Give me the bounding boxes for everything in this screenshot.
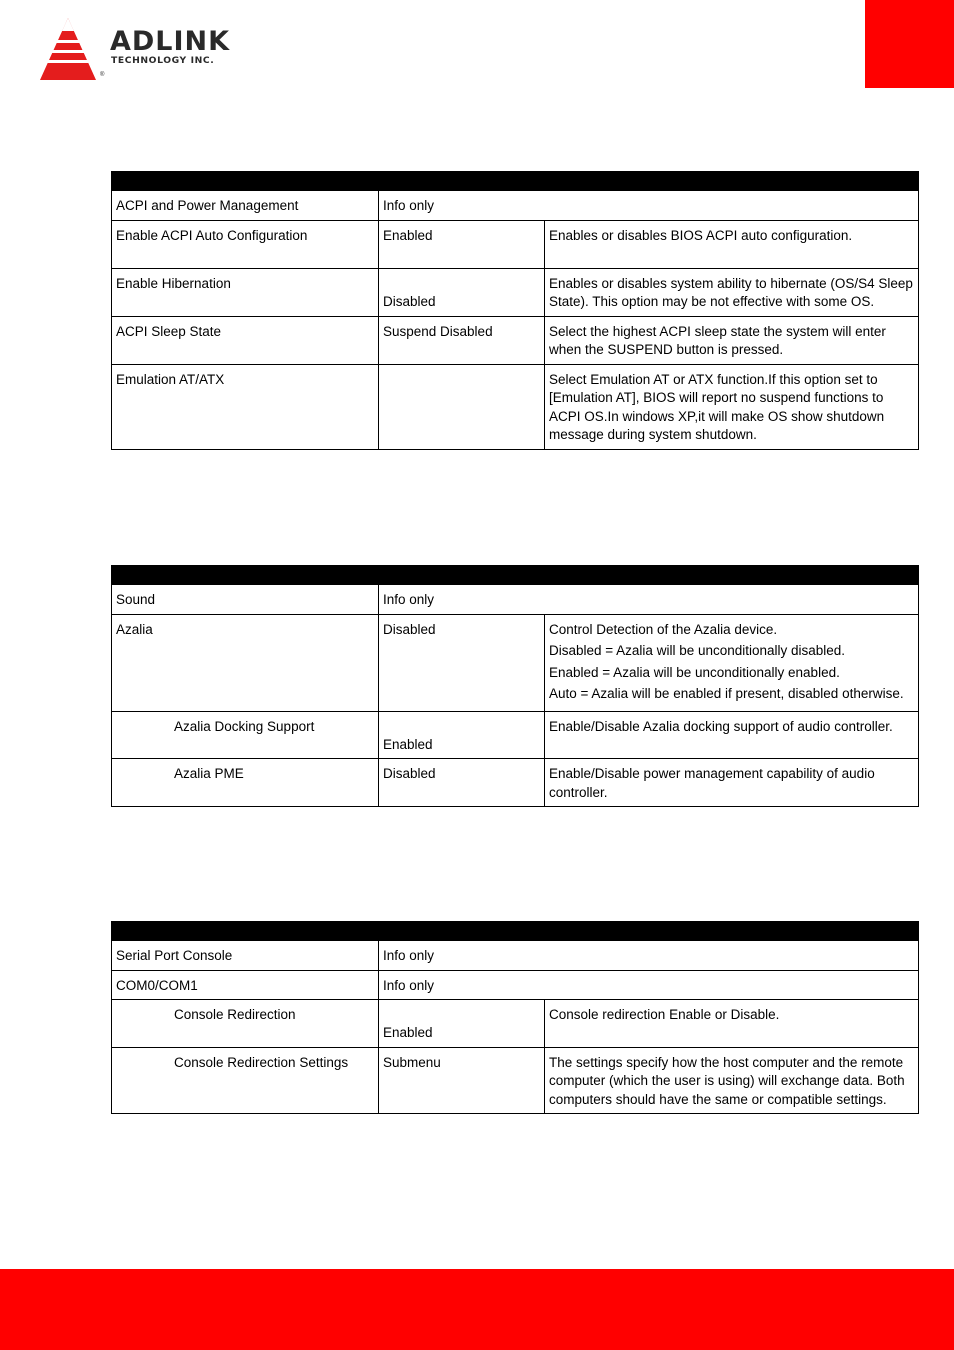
option-cell [379,1000,545,1048]
feature-cell: ACPI Sleep State [112,316,379,364]
table-row [112,316,919,364]
description-cell: Enables or disables BIOS ACPI auto configuration. [545,220,919,268]
adlink-logo [38,16,253,84]
feature-cell: Sound [112,585,379,615]
feature-cell: Enable Hibernation [112,268,379,316]
description-cell: Enables or disables system ability to hibernate (OS/S4 Sleep State). This option may be not effective with some OS. [545,268,919,316]
table-header-row [112,566,919,585]
feature-cell: Enable ACPI Auto Configuration [112,220,379,268]
description-cell: Select the highest ACPI sleep state the system will enter when the SUSPEND button is pressed. [545,316,919,364]
description-line: Control Detection of the Azalia device. [549,621,778,637]
description-line: Disabled = Azalia will be unconditionally disabled. [549,643,846,658]
option-cell: Enabled [379,220,545,268]
feature-cell: Azalia Docking Support [112,711,379,759]
table-row [112,268,919,316]
feature-cell: Serial Port Console [112,941,379,971]
table-header-row [112,922,919,941]
description-cell [545,614,919,711]
acpi-settings-table [111,171,919,450]
description-cell: Enable/Disable power management capability of audio controller. [545,759,919,807]
option-cell: Disabled [379,759,545,807]
option-cell: Suspend Disabled [379,316,545,364]
registered-mark: ® [100,72,105,78]
feature-cell: COM0/COM1 [112,970,379,1000]
option-value: Enabled [383,736,433,752]
table-row [112,364,919,449]
option-cell: Info only [379,191,919,221]
table-row [112,759,919,807]
page-footer-bar [0,1269,954,1350]
feature-cell: Console Redirection [112,1000,379,1048]
table-row [112,1047,919,1114]
feature-cell: Emulation AT/ATX [112,364,379,449]
description-line: Auto = Azalia will be enabled if present, disabled otherwise. [549,686,904,701]
option-cell: Info only [379,941,919,971]
table-row [112,614,919,711]
option-value: Enabled [383,1025,433,1040]
description-cell: Select Emulation AT or ATX function.If this option set to [Emulation AT], BIOS will report no suspend functions to ACPI OS.In windows XP,it will make OS show shutdown message during system shutdown. [545,364,919,449]
table-row [112,585,919,615]
table-row [112,711,919,759]
brand-tagline: TECHNOLOGY INC. [111,55,215,66]
feature-cell: Azalia [112,614,379,711]
option-cell [379,268,545,316]
option-cell: Submenu [379,1047,545,1114]
table-row [112,1000,919,1048]
option-cell: Info only [379,970,919,1000]
table-row [112,970,919,1000]
option-cell [379,711,545,759]
sound-settings-table [111,565,919,807]
description-cell: Console redirection Enable or Disable. [545,1000,919,1048]
description-cell: The settings specify how the host computer and the remote computer (which the user is using) will exchange data. Both computers should have the same or compatible settings. [545,1047,919,1114]
serial-console-table [111,921,919,1114]
option-value: Disabled [383,293,436,309]
brand-name: ADLINK [110,26,231,57]
option-cell: Info only [379,585,919,615]
option-cell: Disabled [379,614,545,711]
page-corner-tab [865,0,954,88]
table-header-row [112,172,919,191]
description-line: Enabled = Azalia will be unconditionally enabled. [549,664,840,680]
feature-cell: Azalia PME [112,759,379,807]
table-row [112,941,919,971]
feature-cell: Console Redirection Settings [112,1047,379,1114]
table-row [112,220,919,268]
table-row [112,191,919,221]
option-cell [379,364,545,449]
description-cell: Enable/Disable Azalia docking support of audio controller. [545,711,919,759]
feature-cell: ACPI and Power Management [112,191,379,221]
